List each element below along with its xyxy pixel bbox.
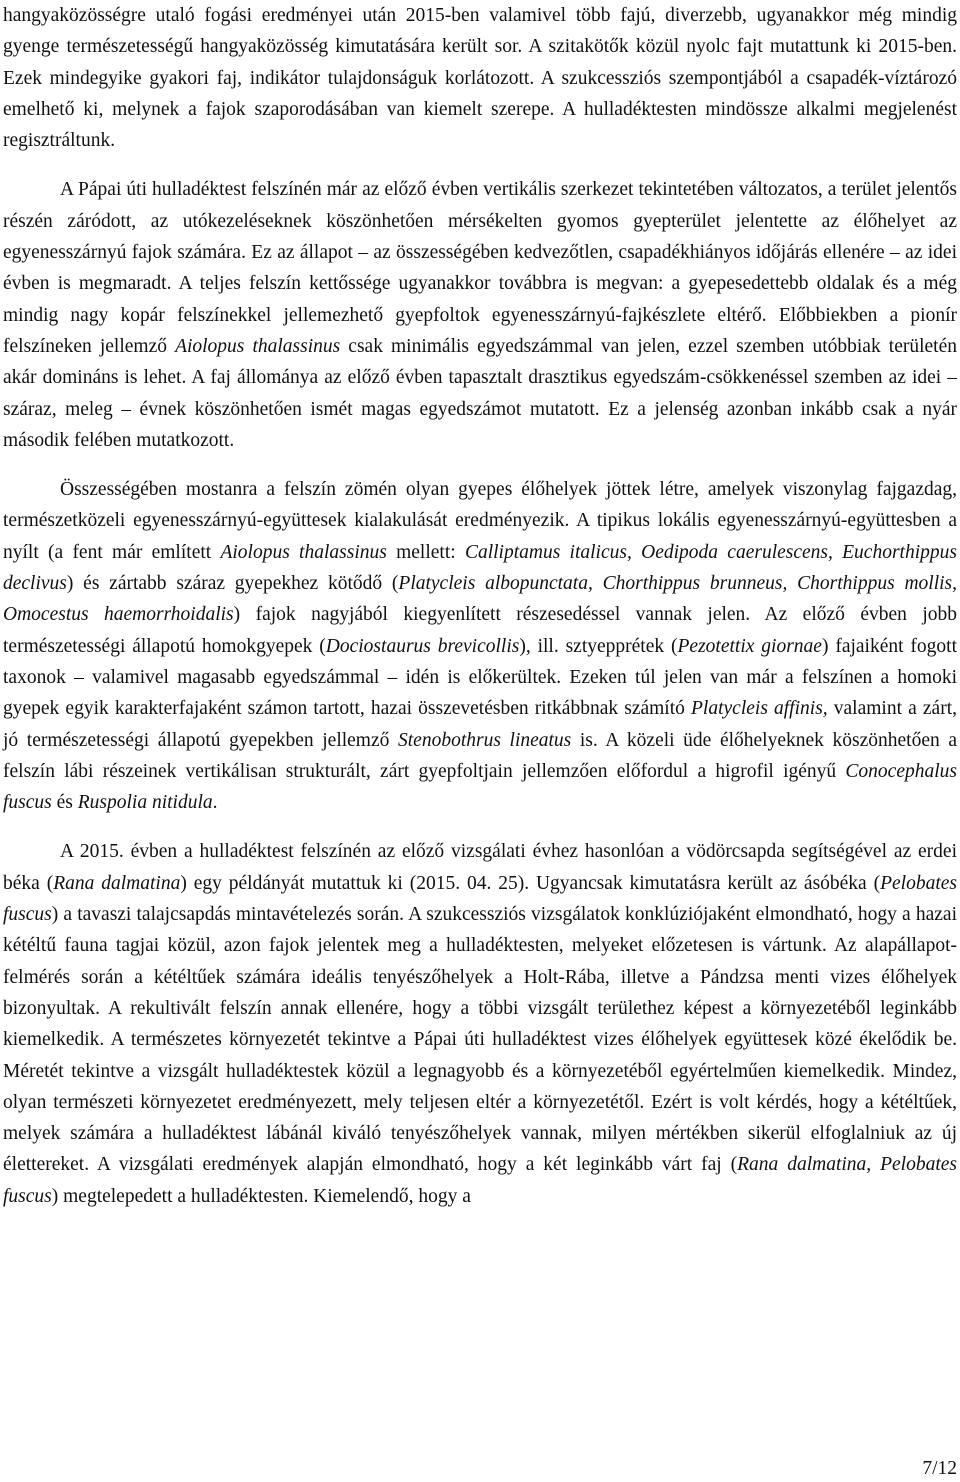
text-run: ) és zártabb száraz gyepekhez kötődő ( xyxy=(66,573,399,595)
species-name: Pelobates fuscus xyxy=(3,872,957,926)
document-page xyxy=(3,0,957,1212)
species-name: Aiolopus thalassinus xyxy=(175,335,341,357)
paragraph-grasshopper-habitat xyxy=(3,174,957,456)
text-run: is. A közeli üde élőhelyeknek köszönhetően a felszín lábi részeinek vertikálisan strukturált, zárt gyepfoltjain jellemzően előfordul a higrofil igényű xyxy=(3,729,957,782)
page-number: 7/12 xyxy=(922,1458,957,1479)
text-run: ) megtelepedett a hulladéktesten. Kiemelendő, hogy a xyxy=(51,1185,471,1207)
text-run: ), ill. sztyepprétek ( xyxy=(519,635,678,657)
paragraph-ants-dragonflies xyxy=(3,0,957,156)
text-run: és xyxy=(51,792,78,814)
text-run: hangyaközösségre utaló fogási eredményei után 2015-ben valamivel több fajú, diverzebb, ugyanakkor még mindig gyenge természetességű hangyaközösség kimutatására került sor. A szitakötők közül nyolc fajt mutattunk ki 2015-ben. Ezek mindegyike gyakori faj, indikátor tulajdonságuk korlátozott. A szukcessziós szempontjából a csapadék-víztározó emelhető ki, melynek a fajok szaporodásában van kiemelt szerepe. A hulladéktesten mindössze alkalmi megjelenést regisztráltunk. xyxy=(3,5,957,152)
species-name: Platycleis albopunctata, Chorthippus brunneus, Chorthippus mollis, Omocestus haemorrhoidalis xyxy=(3,573,957,626)
text-run: csak minimális egyedszámmal van jelen, ezzel szemben utóbbiak területén akár domináns is lehet. A faj állománya az előző évben tapasztalt drasztikus egyedszám-csökkenéssel szemben az idei – száraz, meleg – évnek köszönhetően ismét magas egyedszámot mutatott. Ez a jelenség azonban inkább csak a nyár második felében mutatkozott. xyxy=(3,335,957,451)
text-run: mellett: xyxy=(386,541,465,563)
text-run: . xyxy=(212,792,218,814)
text-run: A 2015. évben a hulladéktest felszínén az előző vizsgálati évhez hasonlóan a vödörcsapda segítségével az erdei béka ( xyxy=(3,841,957,894)
species-name: Conocephalus fuscus xyxy=(3,760,957,814)
text-run: Összességében mostanra a felszín zömén olyan gyepes élőhelyek jöttek létre, amelyek viszonylag fajgazdag, természetközeli egyenesszárnyú-együttesek kialakulását eredményezik. A tipikus lokális egyenesszárnyú-együttesben a nyílt (a fent már említett xyxy=(3,479,957,563)
species-name: Aiolopus thalassinus xyxy=(220,541,387,563)
species-name: Ruspolia nitidula xyxy=(77,792,213,814)
text-run: ) egy példányát mutattuk ki (2015. 04. 25). Ugyancsak kimutatásra került az ásóbéka ( xyxy=(180,872,881,894)
species-name: Platycleis affinis, xyxy=(691,698,828,720)
species-name: Pezotettix giornae xyxy=(677,635,822,657)
paragraph-orthoptera-assemblage xyxy=(3,474,957,818)
text-run: valamint a zárt, jó természetességi állapotú gyepekben jellemző xyxy=(3,698,957,751)
text-run: ) a tavaszi talajcsapdás mintavételezés során. A szukcessziós vizsgálatok konklúziójaként elmondható, hogy a hazai kétéltű fauna tagjai közül, azon fajok jelentek meg a hulladéktesten, melyeket előzetesen is vártunk. Az alapállapot-felmérés során a kétéltűek számára ideális tenyészőhelyek a Holt-Rába, illetve a Pándzsa menti vizes élőhelyek bizonyultak. A rekultivált felszín annak ellenére, hogy a többi vizsgált területhez képest a környezetéből leginkább kiemelkedik. A természetes környezetét tekintve a Pápai úti hulladéktest vizes élőhelyek együttesek közé ékelődik be. Méretét tekintve a vizsgált hulladéktestek közül a legnagyobb és a környezetéből egyértelműen kiemelkedik. Mindez, olyan természeti környezetet eredményezett, mely teljesen eltér a környezetétől. Ezért is volt kérdés, hogy a kétéltűek, melyek számára a hulladéktest lábánál kiváló tenyészőhelyek vannak, milyen mértékben sikerül elfoglalniuk az új élettereket. A vizsgálati eredmények alapján elmondható, hogy a két leginkább várt faj ( xyxy=(3,904,957,1176)
species-name: Rana dalmatina, Pelobates fuscus xyxy=(3,1154,957,1207)
species-name: Calliptamus italicus, Oedipoda caerulescens, Euchorthippus declivus xyxy=(3,541,957,595)
species-name: Rana dalmatina xyxy=(53,872,181,894)
species-name: Stenobothrus lineatus xyxy=(398,729,572,751)
species-name: Dociostaurus brevicollis xyxy=(325,635,520,657)
text-run: A Pápai úti hulladéktest felszínén már az előző évben vertikális szerkezet tekintetében változatos, a terület jelentős részén záródott, az utókezeléseknek köszönhetően mérsékelten gyomos gyepterület jelentette az élőhelyet az egyenesszárnyú fajok számára. Ez az állapot – az összességében kedvezőtlen, csapadékhiányos időjárás ellenére – az idei évben is megmaradt. A teljes felszín kettőssége ugyanakkor továbbra is megvan: a gyepesedettebb oldalak és a még mindig nagy kopár felszínekkel jellemezhető gyepfoltok egyenesszárnyú-fajkészlete eltérő. Előbbiekben a pionír felszíneken jellemző xyxy=(3,179,957,357)
text-run: ) fajaiként fogott taxonok – valamivel magasabb egyedszámmal – idén is előkerültek. Ezeken túl jelen van már a felszínen a homoki gyepek egyik karakterfajaként számon tartott, hazai összevetésben ritkábbnak számító xyxy=(3,635,957,720)
text-run: ) fajok nagyjából kiegyenlített részesedéssel vannak jelen. Az előző évben jobb természetességi állapotú homokgyepek ( xyxy=(3,604,957,657)
paragraph-amphibians xyxy=(3,836,957,1212)
